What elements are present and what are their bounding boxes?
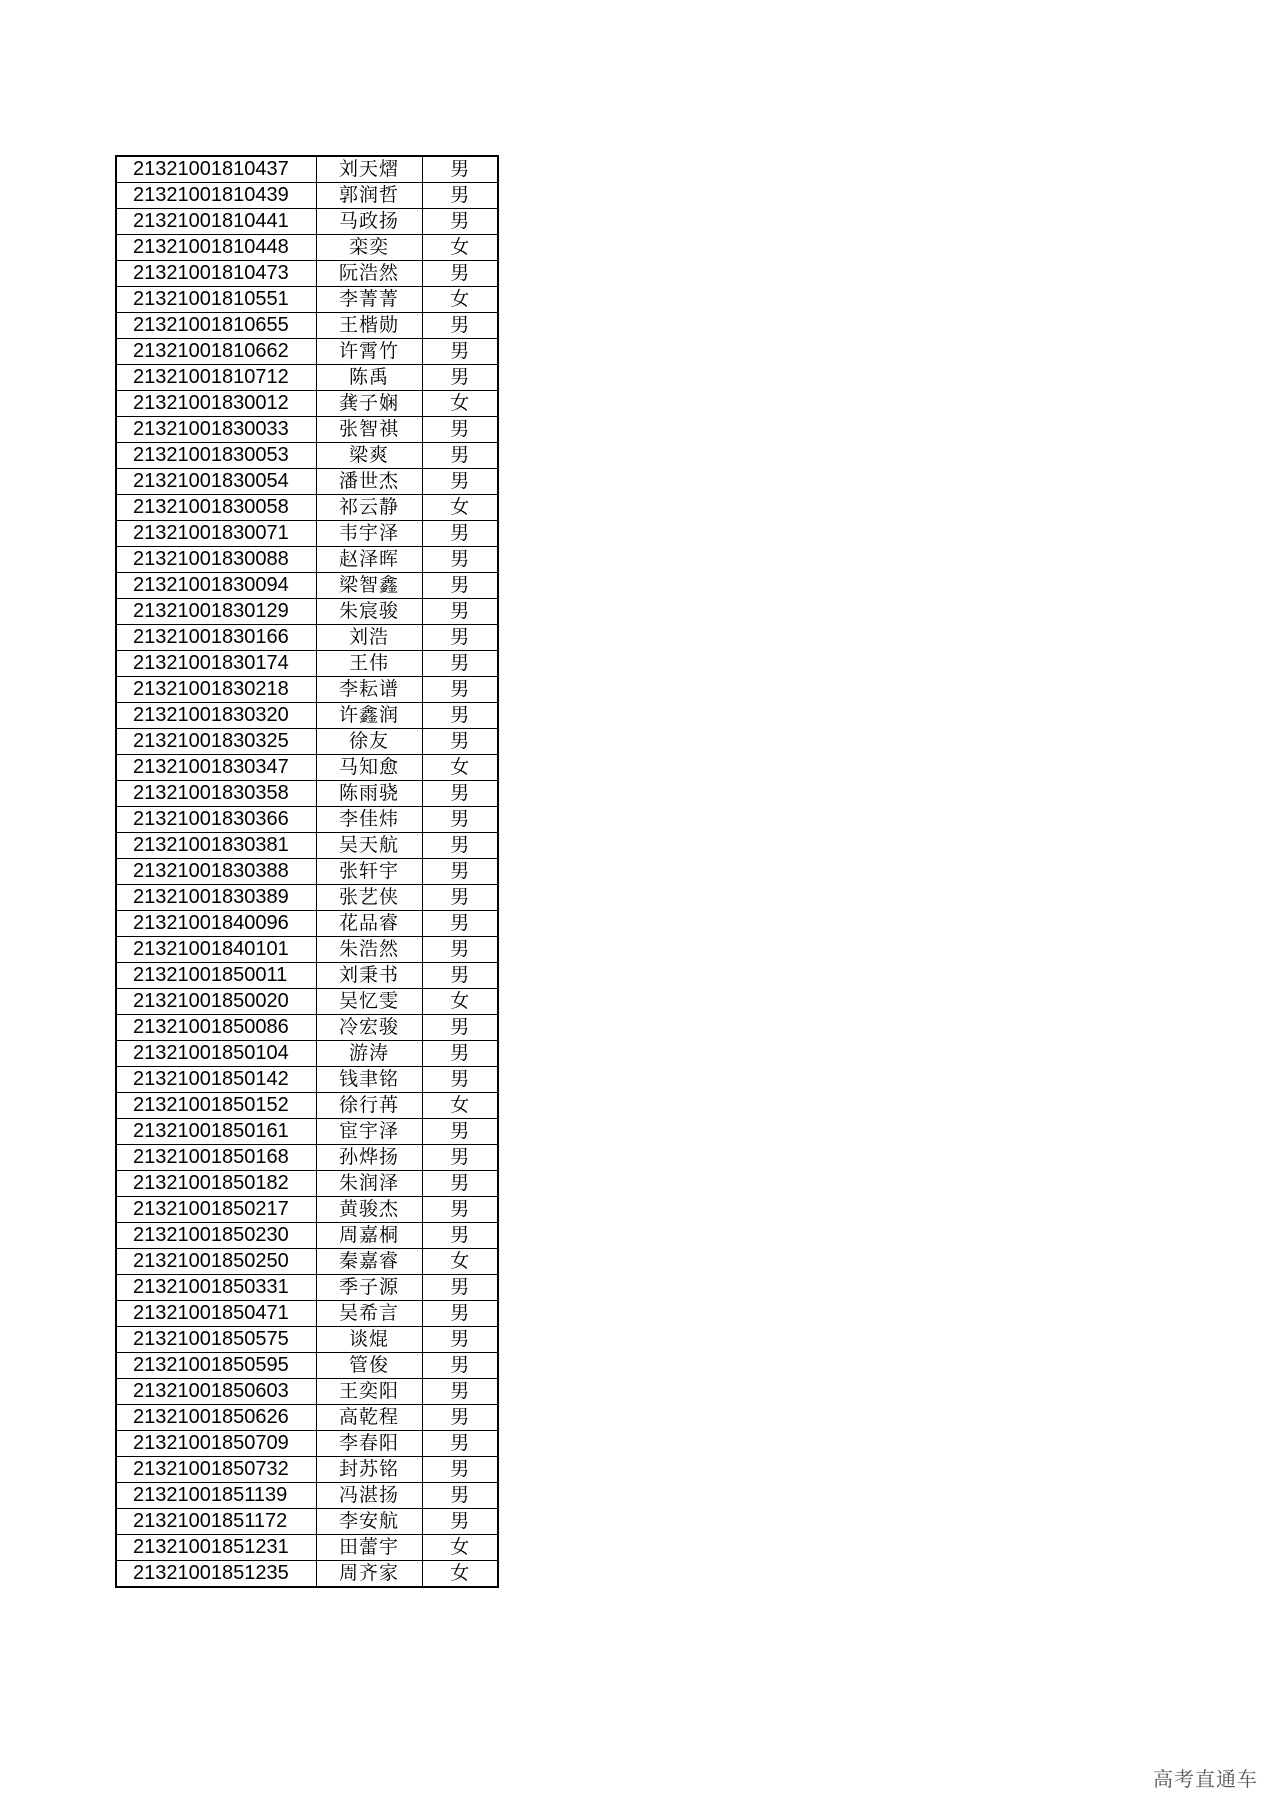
table-row [116,703,498,729]
table-row [116,677,498,703]
gender-cell: 男 [422,417,498,443]
table-row [116,1275,498,1301]
table-row [116,859,498,885]
exam-id-cell: 21321001830388 [116,859,316,885]
exam-id-cell: 21321001830320 [116,703,316,729]
gender-cell: 男 [422,807,498,833]
gender-cell: 男 [422,1145,498,1171]
student-name-cell: 王楷勋 [316,313,422,339]
gender-cell: 男 [422,1275,498,1301]
table-row [116,1067,498,1093]
table-row [116,1483,498,1509]
student-name-cell: 季子源 [316,1275,422,1301]
exam-id-cell: 21321001830347 [116,755,316,781]
exam-id-cell: 21321001810655 [116,313,316,339]
exam-id-cell: 21321001830053 [116,443,316,469]
table-row [116,807,498,833]
table-row [116,1379,498,1405]
gender-cell: 男 [422,1197,498,1223]
exam-id-cell: 21321001830166 [116,625,316,651]
table-row [116,313,498,339]
gender-cell: 女 [422,1561,498,1588]
table-row [116,156,498,183]
exam-id-cell: 21321001810439 [116,183,316,209]
gender-cell: 男 [422,521,498,547]
gender-cell: 男 [422,1015,498,1041]
student-name-cell: 马政扬 [316,209,422,235]
table-row [116,469,498,495]
gender-cell: 男 [422,443,498,469]
table-row [116,1249,498,1275]
table-row [116,937,498,963]
student-name-cell: 梁爽 [316,443,422,469]
exam-id-cell: 21321001850104 [116,1041,316,1067]
student-name-cell: 许霄竹 [316,339,422,365]
gender-cell: 男 [422,1483,498,1509]
gender-cell: 女 [422,1093,498,1119]
gender-cell: 男 [422,1379,498,1405]
student-name-cell: 钱聿铭 [316,1067,422,1093]
gender-cell: 女 [422,1535,498,1561]
exam-id-cell: 21321001810473 [116,261,316,287]
student-name-cell: 田蕾宇 [316,1535,422,1561]
table-row [116,1561,498,1588]
exam-id-cell: 21321001850182 [116,1171,316,1197]
student-name-cell: 朱浩然 [316,937,422,963]
student-name-cell: 潘世杰 [316,469,422,495]
gender-cell: 男 [422,1353,498,1379]
gender-cell: 女 [422,989,498,1015]
table-row [116,885,498,911]
student-name-cell: 栾奕 [316,235,422,261]
gender-cell: 男 [422,313,498,339]
gender-cell: 男 [422,1041,498,1067]
gender-cell: 男 [422,1223,498,1249]
gender-cell: 男 [422,365,498,391]
table-row [116,1509,498,1535]
gender-cell: 男 [422,781,498,807]
student-name-cell: 周嘉桐 [316,1223,422,1249]
exam-id-cell: 21321001850709 [116,1431,316,1457]
student-name-cell: 游涛 [316,1041,422,1067]
student-name-cell: 冯湛扬 [316,1483,422,1509]
table-row [116,261,498,287]
exam-id-cell: 21321001810448 [116,235,316,261]
gender-cell: 男 [422,1509,498,1535]
student-name-cell: 孙烨扬 [316,1145,422,1171]
exam-id-cell: 21321001830071 [116,521,316,547]
student-name-cell: 周齐家 [316,1561,422,1588]
table-row [116,833,498,859]
gender-cell: 男 [422,1171,498,1197]
student-name-cell: 管俊 [316,1353,422,1379]
exam-id-cell: 21321001850626 [116,1405,316,1431]
student-name-cell: 阮浩然 [316,261,422,287]
student-name-cell: 吴天航 [316,833,422,859]
gender-cell: 男 [422,677,498,703]
exam-id-cell: 21321001850168 [116,1145,316,1171]
gender-cell: 女 [422,1249,498,1275]
exam-id-cell: 21321001850732 [116,1457,316,1483]
table-row [116,1041,498,1067]
student-name-cell: 陈雨骁 [316,781,422,807]
gender-cell: 男 [422,885,498,911]
exam-id-cell: 21321001850595 [116,1353,316,1379]
table-row [116,443,498,469]
gender-cell: 男 [422,1119,498,1145]
table-row [116,1093,498,1119]
table-row [116,521,498,547]
student-name-cell: 许鑫润 [316,703,422,729]
exam-id-cell: 21321001830366 [116,807,316,833]
gender-cell: 女 [422,391,498,417]
gender-cell: 女 [422,495,498,521]
student-name-cell: 秦嘉睿 [316,1249,422,1275]
exam-id-cell: 21321001850603 [116,1379,316,1405]
gender-cell: 男 [422,156,498,183]
table-row [116,651,498,677]
gender-cell: 男 [422,911,498,937]
gender-cell: 女 [422,235,498,261]
student-roster-table [115,155,499,1588]
exam-id-cell: 21321001840101 [116,937,316,963]
exam-id-cell: 21321001851235 [116,1561,316,1588]
gender-cell: 男 [422,963,498,989]
table-row [116,209,498,235]
watermark-text: 高考直通车 [1153,1767,1258,1791]
student-name-cell: 封苏铭 [316,1457,422,1483]
table-row [116,1457,498,1483]
table-row [116,391,498,417]
gender-cell: 男 [422,1457,498,1483]
exam-id-cell: 21321001851231 [116,1535,316,1561]
student-name-cell: 韦宇泽 [316,521,422,547]
exam-id-cell: 21321001850020 [116,989,316,1015]
student-name-cell: 刘秉书 [316,963,422,989]
student-name-cell: 高乾程 [316,1405,422,1431]
gender-cell: 男 [422,261,498,287]
student-name-cell: 张艺侠 [316,885,422,911]
exam-id-cell: 21321001850471 [116,1301,316,1327]
exam-id-cell: 21321001810662 [116,339,316,365]
gender-cell: 男 [422,703,498,729]
gender-cell: 男 [422,1067,498,1093]
exam-id-cell: 21321001830218 [116,677,316,703]
student-name-cell: 宦宇泽 [316,1119,422,1145]
table-row [116,1353,498,1379]
exam-id-cell: 21321001830389 [116,885,316,911]
student-name-cell: 梁智鑫 [316,573,422,599]
exam-id-cell: 21321001830174 [116,651,316,677]
student-name-cell: 龚子娴 [316,391,422,417]
student-name-cell: 花品睿 [316,911,422,937]
student-name-cell: 朱润泽 [316,1171,422,1197]
student-name-cell: 张智祺 [316,417,422,443]
table-row [116,1301,498,1327]
exam-id-cell: 21321001850217 [116,1197,316,1223]
table-row [116,781,498,807]
exam-id-cell: 21321001830129 [116,599,316,625]
table-row [116,963,498,989]
exam-id-cell: 21321001830033 [116,417,316,443]
student-name-cell: 张轩宇 [316,859,422,885]
gender-cell: 男 [422,1327,498,1353]
student-name-cell: 李春阳 [316,1431,422,1457]
table-row [116,1119,498,1145]
student-name-cell: 王伟 [316,651,422,677]
exam-id-cell: 21321001850142 [116,1067,316,1093]
table-row [116,1405,498,1431]
exam-id-cell: 21321001810551 [116,287,316,313]
table-row [116,989,498,1015]
table-row [116,1223,498,1249]
exam-id-cell: 21321001851139 [116,1483,316,1509]
student-name-cell: 黄骏杰 [316,1197,422,1223]
gender-cell: 男 [422,625,498,651]
exam-id-cell: 21321001850230 [116,1223,316,1249]
student-name-cell: 朱宸骏 [316,599,422,625]
table-row [116,183,498,209]
student-name-cell: 吴忆雯 [316,989,422,1015]
gender-cell: 男 [422,599,498,625]
student-name-cell: 马知愈 [316,755,422,781]
gender-cell: 男 [422,833,498,859]
gender-cell: 男 [422,469,498,495]
exam-id-cell: 21321001850250 [116,1249,316,1275]
exam-id-cell: 21321001810712 [116,365,316,391]
student-name-cell: 李耘谱 [316,677,422,703]
exam-id-cell: 21321001850011 [116,963,316,989]
table-row [116,495,498,521]
exam-id-cell: 21321001830094 [116,573,316,599]
gender-cell: 女 [422,755,498,781]
exam-id-cell: 21321001830325 [116,729,316,755]
exam-id-cell: 21321001830012 [116,391,316,417]
table-row [116,573,498,599]
table-row [116,235,498,261]
table-row [116,547,498,573]
gender-cell: 男 [422,573,498,599]
exam-id-cell: 21321001850086 [116,1015,316,1041]
student-name-cell: 王奕阳 [316,1379,422,1405]
student-name-cell: 李安航 [316,1509,422,1535]
exam-id-cell: 21321001850152 [116,1093,316,1119]
table-row [116,365,498,391]
exam-id-cell: 21321001830058 [116,495,316,521]
gender-cell: 男 [422,1431,498,1457]
table-row [116,1535,498,1561]
student-name-cell: 李佳炜 [316,807,422,833]
table-row [116,911,498,937]
gender-cell: 男 [422,859,498,885]
gender-cell: 男 [422,937,498,963]
table-row [116,625,498,651]
table-row [116,339,498,365]
table-row [116,1015,498,1041]
student-name-cell: 徐友 [316,729,422,755]
student-name-cell: 陈禹 [316,365,422,391]
exam-id-cell: 21321001810437 [116,156,316,183]
gender-cell: 男 [422,1405,498,1431]
student-name-cell: 李菁菁 [316,287,422,313]
student-name-cell: 吴希言 [316,1301,422,1327]
student-name-cell: 徐行苒 [316,1093,422,1119]
exam-id-cell: 21321001810441 [116,209,316,235]
student-name-cell: 赵泽晖 [316,547,422,573]
exam-id-cell: 21321001830381 [116,833,316,859]
exam-id-cell: 21321001851172 [116,1509,316,1535]
student-name-cell: 祁云静 [316,495,422,521]
table-row [116,755,498,781]
exam-id-cell: 21321001830054 [116,469,316,495]
table-row [116,417,498,443]
gender-cell: 男 [422,183,498,209]
exam-id-cell: 21321001850331 [116,1275,316,1301]
exam-id-cell: 21321001830358 [116,781,316,807]
exam-id-cell: 21321001850575 [116,1327,316,1353]
table-row [116,1171,498,1197]
student-name-cell: 郭润哲 [316,183,422,209]
gender-cell: 男 [422,729,498,755]
student-name-cell: 谈焜 [316,1327,422,1353]
exam-id-cell: 21321001850161 [116,1119,316,1145]
gender-cell: 男 [422,339,498,365]
gender-cell: 男 [422,209,498,235]
gender-cell: 男 [422,651,498,677]
table-row [116,729,498,755]
student-name-cell: 刘天熠 [316,156,422,183]
roster-body [116,156,498,1587]
table-row [116,287,498,313]
table-row [116,1431,498,1457]
gender-cell: 男 [422,1301,498,1327]
table-row [116,1145,498,1171]
exam-id-cell: 21321001840096 [116,911,316,937]
gender-cell: 女 [422,287,498,313]
gender-cell: 男 [422,547,498,573]
student-name-cell: 刘浩 [316,625,422,651]
table-row [116,599,498,625]
student-name-cell: 冷宏骏 [316,1015,422,1041]
table-row [116,1197,498,1223]
table-row [116,1327,498,1353]
exam-id-cell: 21321001830088 [116,547,316,573]
